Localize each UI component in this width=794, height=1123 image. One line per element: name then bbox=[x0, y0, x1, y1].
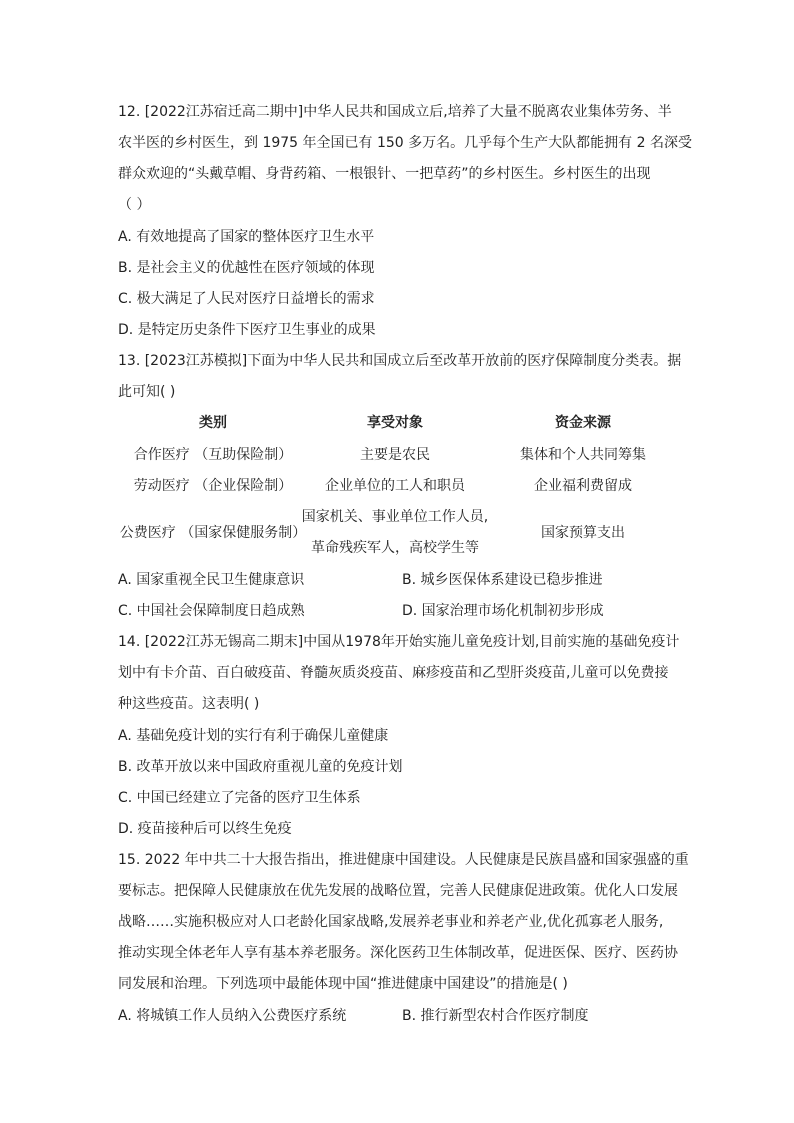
q13-option-b: B. 城乡医保体系建设已稳步推进 bbox=[402, 572, 603, 588]
table-header-category: 类别 bbox=[199, 415, 227, 431]
table-row-3-beneficiary-line-1: 国家机关、事业单位工作人员, bbox=[301, 509, 489, 525]
q15-stem-line-4: 推动实现全体老年人享有基本养老服务。深化医药卫生体制改革，促进医保、医疗、医药协 bbox=[118, 945, 678, 961]
q15-stem-line-5: 同发展和治理。下列选项中最能体现中国“推进健康中国建设”的措施是( ) bbox=[118, 976, 568, 992]
q12-stem-line-1: 12. [2022江苏宿迁高二期中]中华人民共和国成立后,培养了大量不脱离农业集体劳务、半 bbox=[118, 104, 672, 120]
q15-stem-line-2: 要标志。把保障人民健康放在优先发展的战略位置，完善人民健康促进政策。优化人口发展 bbox=[118, 883, 678, 899]
q13-stem-line-2: 此可知( ) bbox=[118, 384, 176, 400]
table-row-2-funding: 企业福利费留成 bbox=[534, 478, 632, 494]
table-row-2-category: 劳动医疗 （企业保险制） bbox=[133, 478, 293, 494]
q14-option-d: D. 疫苗接种后可以终生免疫 bbox=[118, 821, 292, 837]
q12-stem-line-3: 群众欢迎的“头戴草帽、身背药箱、一根银针、一把草药”的乡村医生。乡村医生的出现 bbox=[118, 166, 651, 182]
table-row-1-category: 合作医疗 （互助保险制） bbox=[133, 447, 293, 463]
q14-option-a: A. 基础免疫计划的实行有利于确保儿童健康 bbox=[118, 728, 389, 744]
q15-stem-line-1: 15. 2022 年中共二十大报告指出，推进健康中国建设。人民健康是民族昌盛和国家强盛的重 bbox=[118, 852, 689, 868]
q13-option-a: A. 国家重视全民卫生健康意识 bbox=[118, 572, 305, 588]
q14-stem-line-1: 14. [2022江苏无锡高二期末]中国从1978年开始实施儿童免疫计划,目前实施的基础免疫计 bbox=[118, 634, 680, 650]
q12-stem-line-4: （ ） bbox=[118, 197, 151, 213]
table-row-1-funding: 集体和个人共同筹集 bbox=[520, 447, 646, 463]
q15-option-b: B. 推行新型农村合作医疗制度 bbox=[402, 1008, 589, 1024]
q14-stem-line-3: 种这些疫苗。这表明( ) bbox=[118, 696, 260, 712]
q12-option-c: C. 极大满足了人民对医疗日益增长的需求 bbox=[118, 291, 375, 307]
q15-option-a: A. 将城镇工作人员纳入公费医疗系统 bbox=[118, 1008, 347, 1024]
q12-stem-line-2: 农半医的乡村医生，到 1975 年全国已有 150 多万名。几乎每个生产大队都能拥有 2 名深受 bbox=[118, 135, 692, 151]
table-row-3-beneficiary-line-2: 革命残疾军人，高校学生等 bbox=[311, 540, 479, 556]
table-row-1-beneficiary: 主要是农民 bbox=[360, 447, 430, 463]
q13-stem-line-1: 13. [2023江苏模拟]下面为中华人民共和国成立后至改革开放前的医疗保障制度分类表。据 bbox=[118, 353, 682, 369]
q15-stem-line-3: 战略……实施积极应对人口老龄化国家战略,发展养老事业和养老产业,优化孤寡老人服务, bbox=[118, 914, 664, 930]
q14-option-b: B. 改革开放以来中国政府重视儿童的免疫计划 bbox=[118, 759, 403, 775]
q12-option-a: A. 有效地提高了国家的整体医疗卫生水平 bbox=[118, 229, 375, 245]
table-row-2-beneficiary: 企业单位的工人和职员 bbox=[325, 478, 465, 494]
table-row-3-funding: 国家预算支出 bbox=[541, 525, 625, 541]
q12-option-b: B. 是社会主义的优越性在医疗领域的体现 bbox=[118, 260, 375, 276]
q14-stem-line-2: 划中有卡介苗、百白破疫苗、脊髓灰质炎疫苗、麻疹疫苗和乙型肝炎疫苗,儿童可以免费接 bbox=[118, 665, 669, 681]
q13-option-d: D. 国家治理市场化机制初步形成 bbox=[402, 603, 604, 619]
table-row-3-category: 公费医疗 （国家保健服务制） bbox=[119, 525, 307, 541]
q14-option-c: C. 中国已经建立了完备的医疗卫生体系 bbox=[118, 790, 361, 806]
table-header-beneficiary: 享受对象 bbox=[367, 415, 423, 431]
table-header-funding: 资金来源 bbox=[555, 415, 611, 431]
q13-option-c: C. 中国社会保障制度日趋成熟 bbox=[118, 603, 305, 619]
q12-option-d: D. 是特定历史条件下医疗卫生事业的成果 bbox=[118, 322, 376, 338]
